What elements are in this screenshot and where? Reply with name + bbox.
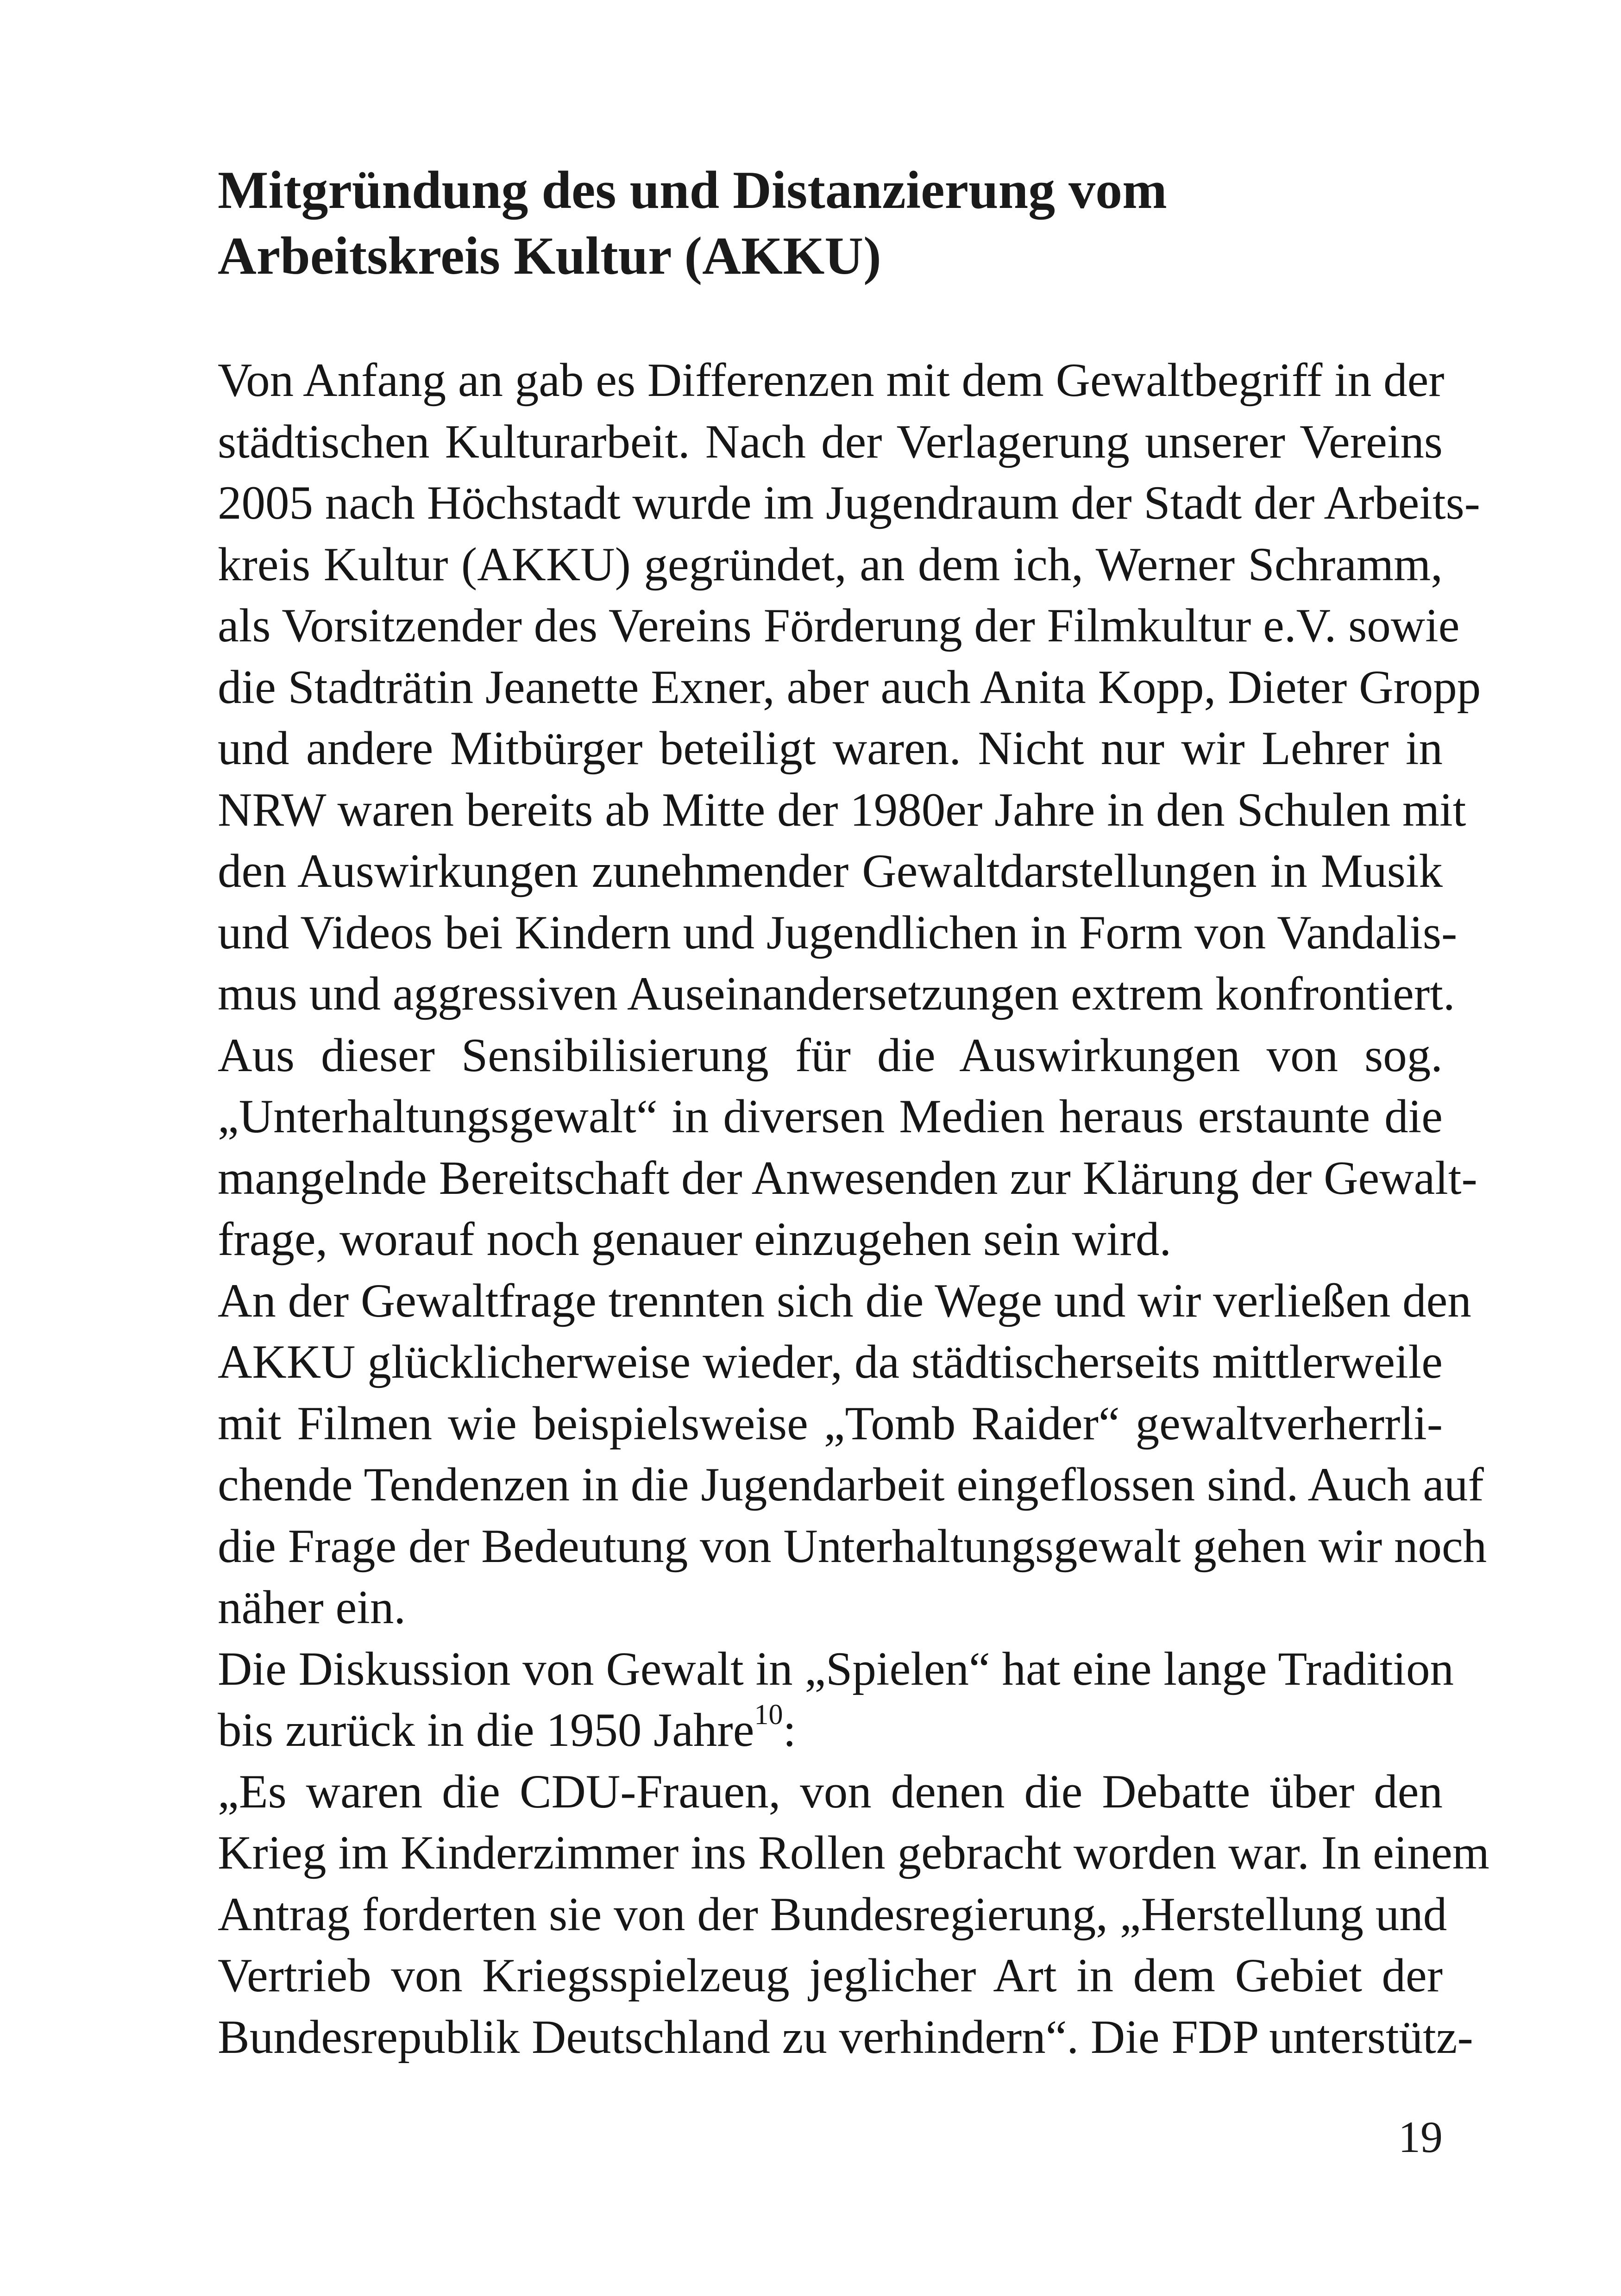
body-line: die Stadträtin Jeanette Exner, aber auch Anita Kopp, Dieter Gropp [218,660,1481,714]
body-line: „Unterhaltungsgewalt“ in diversen Medien heraus erstaunte die [218,1090,1443,1143]
footnote-line-suffix: : [783,1704,797,1757]
heading-line-1: Mitgründung des und Distanzierung vom [218,161,1167,220]
body-line: Bundesrepublik Deutschland zu verhindern“. Die FDP unterstütz- [218,2010,1473,2064]
body-line: 2005 nach Höchstadt wurde im Jugendraum der Stadt der Arbeits- [218,477,1480,529]
body-line: NRW waren bereits ab Mitte der 1980er Jahre in den Schulen mit [218,783,1466,836]
body-line: Von Anfang an gab es Differenzen mit dem Gewaltbegriff in der [218,354,1445,407]
body-line: den Auswirkungen zunehmender Gewaltdarstellungen in Musik [218,845,1443,897]
page-number: 19 [1398,2112,1443,2162]
body-line: Aus dieser Sensibilisierung für die Auswirkungen von sog. [218,1029,1443,1082]
body-line: näher ein. [218,1581,406,1634]
body-line: chende Tendenzen in die Jugendarbeit eingeflossen sind. Auch auf [218,1458,1484,1511]
body-line: Vertrieb von Kriegsspielzeug jeglicher Art in dem Gebiet der [218,1949,1443,2002]
body-line: Antrag forderten sie von der Bundesregierung, „Herstellung und [218,1888,1447,1941]
body-line: und Videos bei Kindern und Jugendlichen in Form von Vandalis- [218,906,1458,959]
body-text [218,350,1489,2068]
body-line: mit Filmen wie beispielsweise „Tomb Raider“ gewaltverherrli- [218,1397,1443,1450]
body-line: und andere Mitbürger beteiligt waren. Nicht nur wir Lehrer in [218,722,1443,775]
body-line: kreis Kultur (AKKU) gegründet, an dem ich, Werner Schramm, [218,538,1443,591]
body-line: mangelnde Bereitschaft der Anwesenden zur Klärung der Gewalt- [218,1151,1477,1204]
body-line: An der Gewaltfrage trennten sich die Wege und wir verließen den [218,1274,1471,1327]
chapter-heading [218,157,1468,289]
body-line: die Frage der Bedeutung von Unterhaltungsgewalt gehen wir noch [218,1519,1487,1573]
heading-line-2: Arbeitskreis Kultur (AKKU) [218,226,881,286]
body-line: städtischen Kulturarbeit. Nach der Verlagerung unserer Vereins [218,415,1443,468]
footnote-reference[interactable]: 10 [754,1699,783,1731]
body-line: mus und aggressiven Auseinandersetzungen extrem konfrontiert. [218,967,1455,1020]
body-line: als Vorsitzender des Vereins Förderung der Filmkultur e.V. sowie [218,599,1460,652]
body-line: AKKU glücklicherweise wieder, da städtischerseits mittlerweile [218,1336,1443,1388]
body-line: „Es waren die CDU-Frauen, von denen die Debatte über den [218,1765,1443,1818]
body-line: Krieg im Kinderzimmer ins Rollen gebracht worden war. In einem [218,1826,1489,1879]
body-line: Die Diskussion von Gewalt in „Spielen“ hat eine lange Tradition [218,1642,1454,1695]
footnote-line-text: bis zurück in die 1950 Jahre [218,1704,754,1757]
body-line: frage, worauf noch genauer einzugehen sein wird. [218,1213,1172,1266]
body-line-footnote [218,1700,1443,1761]
